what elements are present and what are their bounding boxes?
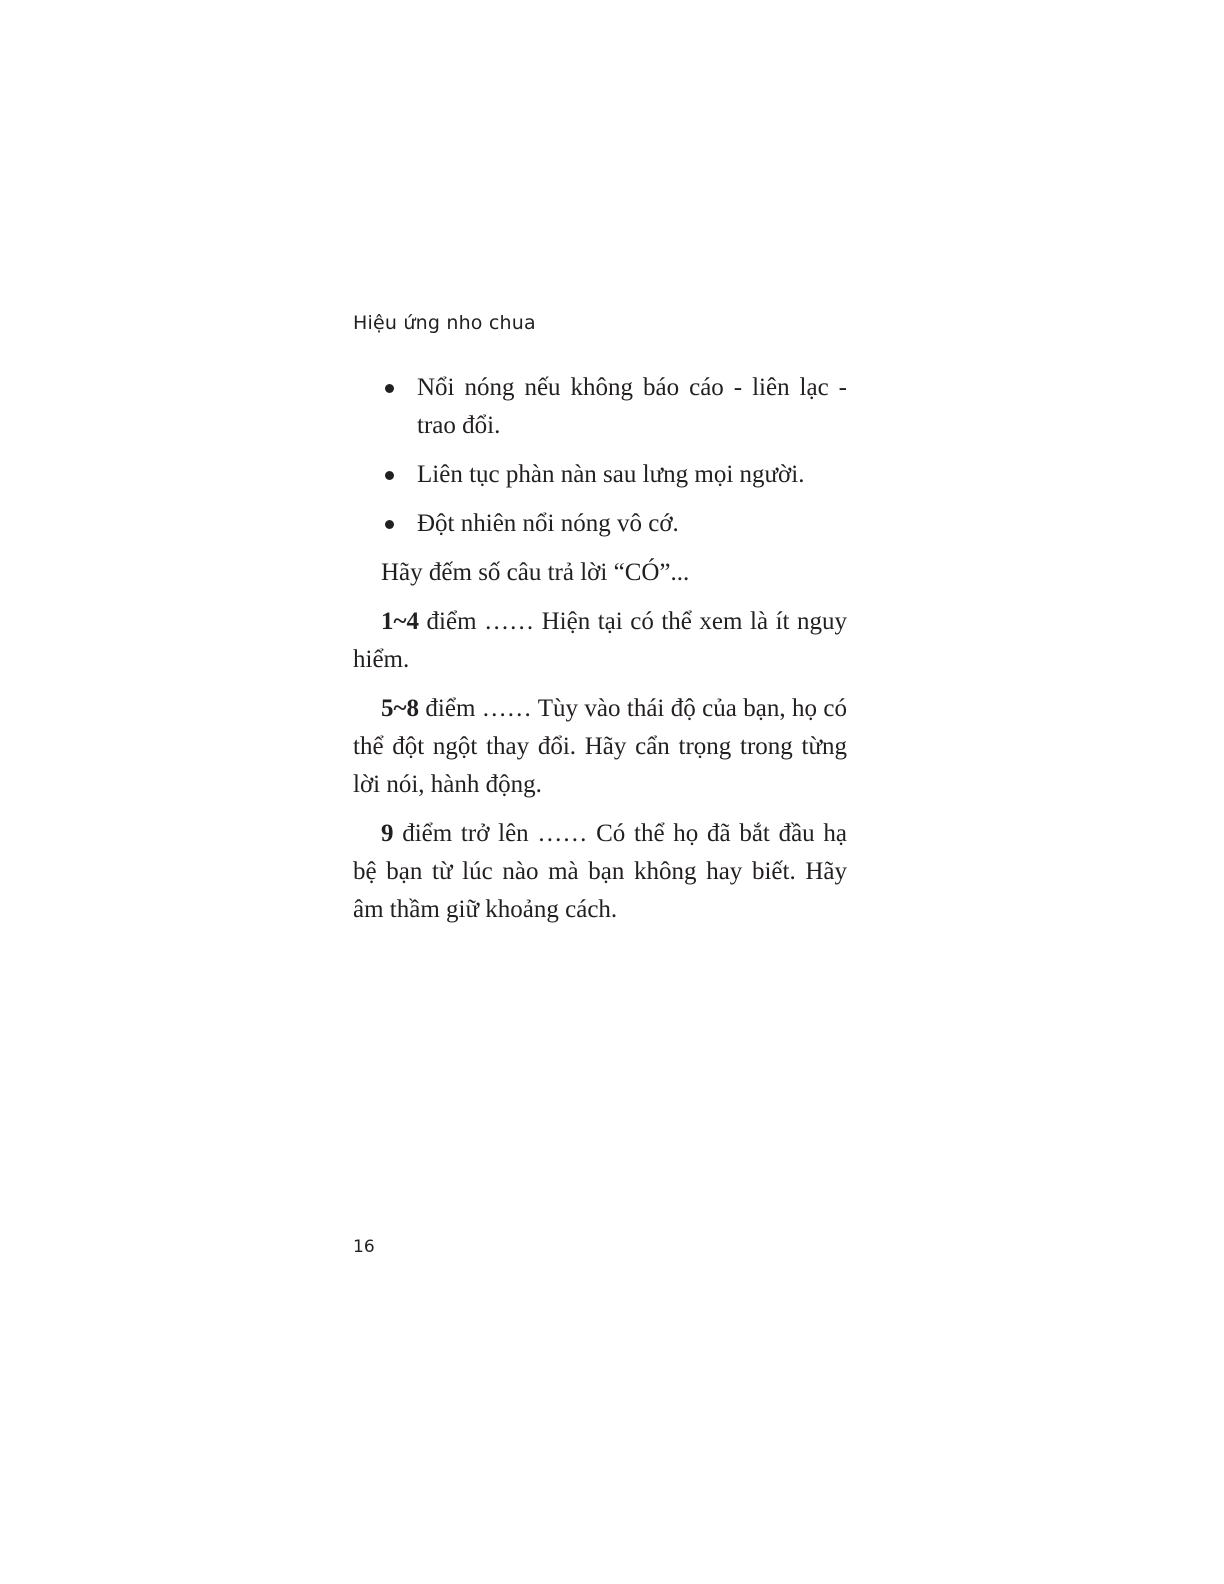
result-text: điểm …… Hiện tại có thể xem là ít nguy hiểm.	[353, 608, 847, 673]
running-header: Hiệu ứng nho chua	[353, 312, 536, 334]
bullet-item	[353, 505, 847, 543]
page-body	[353, 369, 847, 940]
instruction-paragraph: Hãy đếm số câu trả lời “CÓ”...	[381, 559, 690, 586]
bullet-list	[353, 369, 847, 543]
bullet-text: Nổi nóng nếu không báo cáo - liên lạc - trao đổi.	[417, 374, 847, 439]
result-paragraph	[353, 815, 847, 929]
bullet-text: Đột nhiên nổi nóng vô cớ.	[417, 510, 679, 537]
page-number: 16	[353, 1237, 375, 1257]
result-text: điểm trở lên …… Có thể họ đã bắt đầu hạ bệ bạn từ lúc nào mà bạn không hay biết. Hãy âm thầm giữ khoảng cách.	[353, 820, 847, 923]
bullet-item	[353, 456, 847, 494]
bullet-text: Liên tục phàn nàn sau lưng mọi người.	[417, 461, 805, 488]
score-range: 5~8	[381, 695, 420, 722]
score-range: 9	[381, 820, 394, 847]
bullet-icon	[385, 471, 394, 480]
result-paragraph	[353, 603, 847, 679]
result-text: điểm …… Tùy vào thái độ của bạn, họ có thể đột ngột thay đổi. Hãy cẩn trọng trong từng lời nói, hành động.	[353, 695, 847, 798]
result-paragraph	[353, 690, 847, 804]
bullet-icon	[385, 520, 394, 529]
bullet-icon	[385, 384, 394, 393]
score-range: 1~4	[381, 608, 420, 635]
bullet-item	[353, 369, 847, 445]
